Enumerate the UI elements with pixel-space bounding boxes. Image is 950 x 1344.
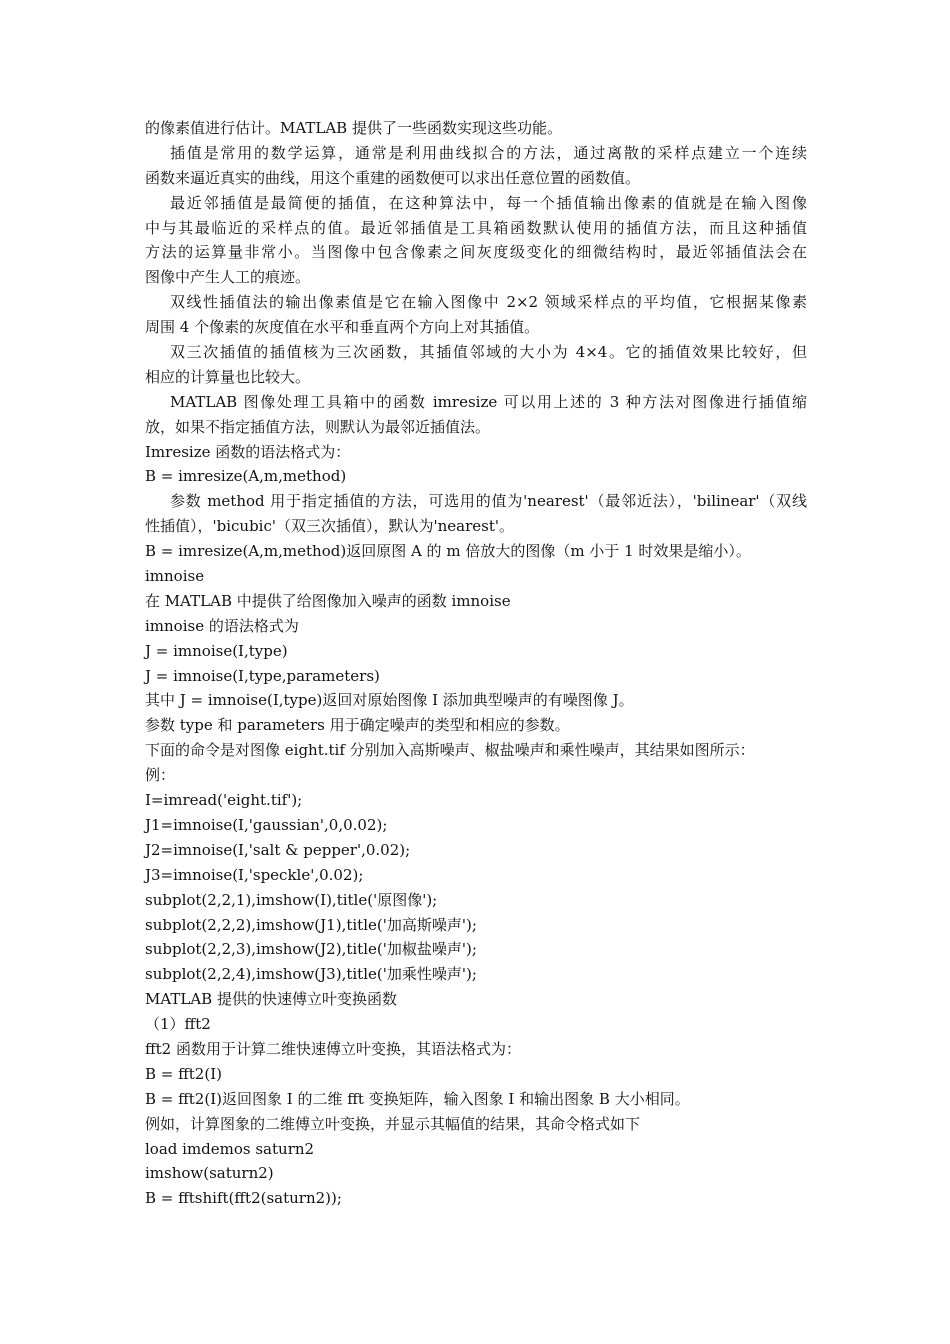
code-line: subplot(2,2,4),imshow(J3),title('加乘性噪声'); [145,965,477,984]
text-line: 周围 4 个像素的灰度值在水平和垂直两个方向上对其插值。 [145,318,540,337]
text-line: 例如，计算图象的二维傅立叶变换，并显示其幅值的结果，其命令格式如下 [145,1114,641,1133]
document-body [145,116,807,1211]
text-line: 参数 type 和 parameters 用于确定噪声的类型和相应的参数。 [145,716,570,735]
paragraph-interpolation: 插值是常用的数学运算，通常是利用曲线拟合的方法，通过离散的采样点建立一个连续 [170,143,807,162]
text-line: B = imresize(A,m,method)返回原图 A 的 m 倍放大的图像（m 小于 1 时效果是缩小）。 [145,542,751,561]
text-line: 在 MATLAB 中提供了给图像加入噪声的函数 imnoise [145,591,511,610]
code-line: B = fftshift(fft2(saturn2)); [145,1189,342,1208]
paragraph-bicubic: 双三次插值的插值核为三次函数，其插值邻域的大小为 4×4。它的插值效果比较好，但 [170,343,807,362]
code-line: subplot(2,2,2),imshow(J1),title('加高斯噪声'); [145,915,477,934]
code-line: J = imnoise(I,type,parameters) [145,666,380,685]
paragraph-imresize: MATLAB 图像处理工具箱中的函数 imresize 可以用上述的 3 种方法对图像进行插值缩 [170,392,807,411]
text-line: Imresize 函数的语法格式为： [145,442,351,461]
text-line: B = fft2(I)返回图象 I 的二维 fft 变换矩阵，输入图象 I 和输出图象 B 大小相同。 [145,1089,690,1108]
section-heading-imnoise: imnoise [145,567,205,586]
code-line: imshow(saturn2) [145,1164,274,1183]
paragraph-bilinear: 双线性插值法的输出像素值是它在输入图像中 2×2 领域采样点的平均值，它根据某像素 [170,293,807,312]
text-line: 例： [145,766,176,785]
paragraph-nearest: 最近邻插值是最简便的插值，在这种算法中，每一个插值输出像素的值就是在输入图像 [170,193,807,212]
text-line: 其中 J = imnoise(I,type)返回对原始图像 I 添加典型噪声的有噪图像 J。 [145,691,634,710]
text-line: 的像素值进行估计。MATLAB 提供了一些函数实现这些功能。 [145,119,562,137]
text-line: 函数来逼近真实的曲线，用这个重建的函数便可以求出任意位置的函数值。 [145,168,641,187]
text-line: 放，如果不指定插值方法，则默认为最邻近插值法。 [145,417,491,436]
code-line: J3=imnoise(I,'speckle',0.02); [145,865,364,884]
code-line: J = imnoise(I,type) [145,641,288,660]
text-line: 方法的运算量非常小。当图像中包含像素之间灰度级变化的细微结构时，最近邻插值法会在 [145,243,807,262]
text-line: imnoise 的语法格式为 [145,616,299,635]
code-line: load imdemos saturn2 [145,1139,315,1158]
text-line: 相应的计算量也比较大。 [145,367,311,386]
text-line: 图像中产生人工的痕迹。 [145,268,311,287]
text-line: 性插值），'bicubic'（双三次插值），默认为'nearest'。 [145,517,515,536]
text-line: 下面的命令是对图像 eight.tif 分别加入高斯噪声、椒盐噪声和乘性噪声，其结果如图所示： [145,741,755,760]
code-line: I=imread('eight.tif'); [145,791,303,810]
paragraph-method: 参数 method 用于指定插值的方法，可选用的值为'nearest'（最邻近法），'bilinear'（双线 [170,492,807,511]
text-line: 中与其最临近的采样点的值。最近邻插值是工具箱函数默认使用的插值方法，而且这种插值 [145,218,807,237]
code-line: B = fft2(I) [145,1064,222,1083]
code-line: J2=imnoise(I,'salt & pepper',0.02); [145,840,411,859]
code-line: J1=imnoise(I,'gaussian',0,0.02); [145,815,388,834]
section-heading-fft: MATLAB 提供的快速傅立叶变换函数 [145,990,397,1009]
code-line: subplot(2,2,1),imshow(I),title('原图像'); [145,890,438,909]
code-line: subplot(2,2,3),imshow(J2),title('加椒盐噪声'); [145,940,477,959]
text-line: （1）fft2 [145,1015,211,1034]
code-line: B = imresize(A,m,method) [145,467,347,486]
text-line: fft2 函数用于计算二维快速傅立叶变换，其语法格式为： [145,1039,521,1058]
